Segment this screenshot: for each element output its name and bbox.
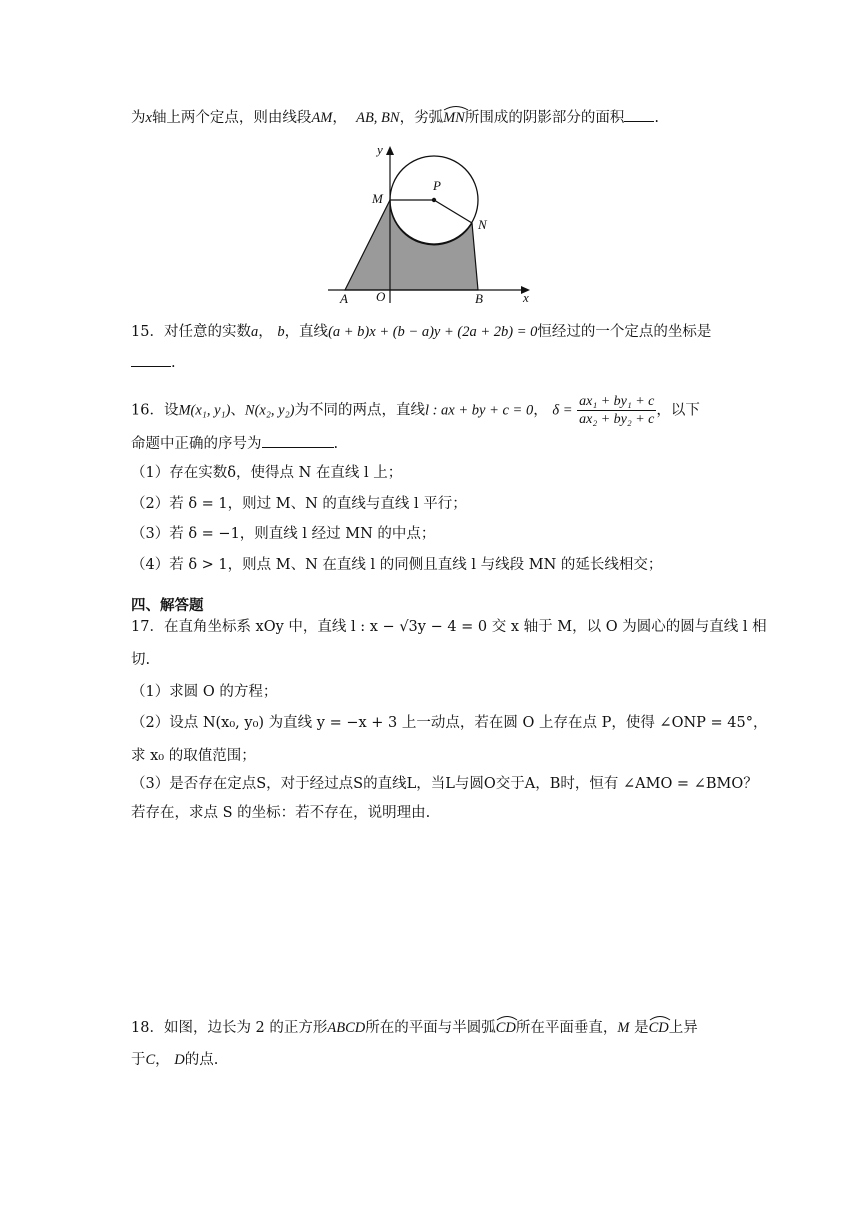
segments-ab-bn: AB, BN [356, 110, 400, 126]
radius-pn [434, 200, 472, 223]
q16-text-2: 为不同的两点，直线 [294, 402, 425, 419]
q16-text-3: ， [533, 402, 548, 419]
answer-blank-15[interactable] [131, 352, 171, 367]
q14-sep: ， [332, 110, 347, 126]
q16-item-3: （3）若 δ = −1，则直线 l 经过 MN 的中点； [131, 526, 436, 542]
q14-end: . [654, 110, 659, 126]
var-x: x [145, 110, 152, 126]
q16-text-4: ，以下 [656, 402, 700, 419]
q15-text-1: 对任意的实数 [163, 324, 251, 340]
q17-line-3: （1）求圆 O 的方程； [131, 684, 278, 700]
q17-line-4: （2）设点 N(x₀, y₀) 为直线 y = −x + 3 上一动点，若在圆 O 上存在点 P，使得 ∠ONP = 45°， [131, 715, 768, 731]
label-m: M [372, 191, 383, 206]
section-title: 四、解答题 [131, 597, 204, 614]
q14-text [131, 107, 659, 128]
q17-line-1: 17．在直角坐标系 xOy 中，直线 l : x − √3y − 4 = 0 交 x 轴于 M，以 O 为圆心的圆与直线 l 相 [131, 619, 767, 635]
q18-sep: ， [155, 1052, 170, 1068]
q15-text-2: ，直线 [284, 324, 329, 340]
arc-mn [443, 108, 465, 128]
arc-cd-2 [649, 1018, 669, 1038]
q16-item-2: （2）若 δ = 1，则过 M、N 的直线与直线 l 平行； [131, 496, 467, 512]
point-m: M(x₁, y₁) [178, 402, 231, 419]
label-a: A [340, 291, 348, 306]
line-l: l : ax + by + c = 0 [424, 402, 534, 419]
q16-text-5: 命题中正确的序号为 [131, 436, 262, 452]
q17-line-6: （3）是否存在定点S，对于经过点S的直线L，当L与圆O交于A，B时，恒有 ∠AMO = ∠BMO？ [131, 776, 758, 792]
q14-text-1: 为 [131, 110, 146, 126]
q18-line-2 [131, 1050, 218, 1070]
point-n: N(x₂, y₂) [244, 402, 295, 419]
q17-line-5: 求 x₀ 的取值范围； [131, 748, 256, 764]
arc-mark-icon [443, 105, 469, 111]
q16-number: 16． [131, 402, 164, 419]
q16-dun: 、 [230, 402, 245, 419]
q15-text-3: 恒经过的一个定点的坐标是 [537, 324, 712, 340]
q14-text-4: 所围成的阴影部分的面积 [464, 110, 625, 126]
figure-circle-graph [320, 140, 540, 310]
q16-end: . [333, 436, 339, 452]
q18-text-6: 于 [131, 1052, 146, 1068]
label-x: x [523, 290, 529, 305]
q18-text-3: 所在平面垂直， [515, 1020, 618, 1036]
fraction-numerator: ax₁ + by₁ + c [579, 394, 655, 409]
q18-text-2: 所在的平面与半圆弧 [365, 1020, 496, 1036]
answer-blank-14[interactable] [624, 107, 654, 122]
delta-fraction [577, 393, 656, 428]
q18-line-1 [131, 1018, 698, 1038]
q15-end: . [171, 355, 176, 371]
label-o: O [376, 289, 386, 304]
q15-sep: ， [258, 324, 273, 340]
label-y: y [377, 142, 383, 157]
arc-mark-icon [496, 1015, 518, 1021]
label-b: B [475, 291, 483, 306]
q15-equation: (a + b)x + (b − a)y + (2a + 2b) = 0 [328, 324, 538, 340]
q18-text-7: 的点. [184, 1052, 219, 1068]
q16-text-1: 设 [163, 402, 179, 419]
shaded-region [345, 200, 478, 290]
arc-cd-label-2: CD [648, 1020, 669, 1036]
y-axis-arrow-icon [386, 146, 394, 155]
answer-blank-16[interactable] [262, 433, 334, 448]
arc-mn-label: MN [443, 110, 465, 126]
point-m-q18: M [617, 1020, 630, 1036]
q16-item-4: （4）若 δ > 1，则点 M、N 在直线 l 的同侧且直线 l 与线段 MN 的延长线相交； [131, 557, 663, 573]
q18-text-5: 上异 [668, 1020, 698, 1036]
q17-line-7: 若存在，求点 S 的坐标：若不存在，说明理由. [131, 805, 431, 821]
center-point-p [432, 198, 436, 202]
label-p: P [433, 178, 441, 193]
q15-line-1 [131, 322, 711, 342]
var-b: b [277, 324, 285, 340]
fraction-denominator: ax₂ + by₂ + c [579, 412, 655, 427]
arc-cd-label: CD [495, 1020, 516, 1036]
q14-text-3: ，劣弧 [399, 110, 444, 126]
q15-line-2 [131, 352, 176, 373]
q16-line-2 [131, 433, 338, 454]
delta-symbol: δ = [552, 402, 573, 419]
label-n: N [478, 217, 487, 232]
var-a: a [250, 324, 259, 340]
q17-line-2: 切. [131, 652, 151, 668]
segment-am: AM [311, 110, 333, 126]
square-abcd: ABCD [327, 1020, 366, 1036]
q16-item-1: （1）存在实数δ，使得点 N 在直线 l 上； [131, 465, 403, 481]
arc-mark-icon [649, 1015, 671, 1021]
q18-text-1: 18．如图，边长为 2 的正方形 [131, 1020, 328, 1036]
q16-line-1 [131, 393, 700, 428]
point-c: C [145, 1052, 156, 1068]
point-d: D [174, 1052, 185, 1068]
arc-cd [496, 1018, 516, 1038]
q14-text-2: 轴上两个定点，则由线段 [151, 110, 312, 126]
q18-text-4: 是 [634, 1020, 649, 1036]
q15-number: 15． [131, 324, 164, 340]
